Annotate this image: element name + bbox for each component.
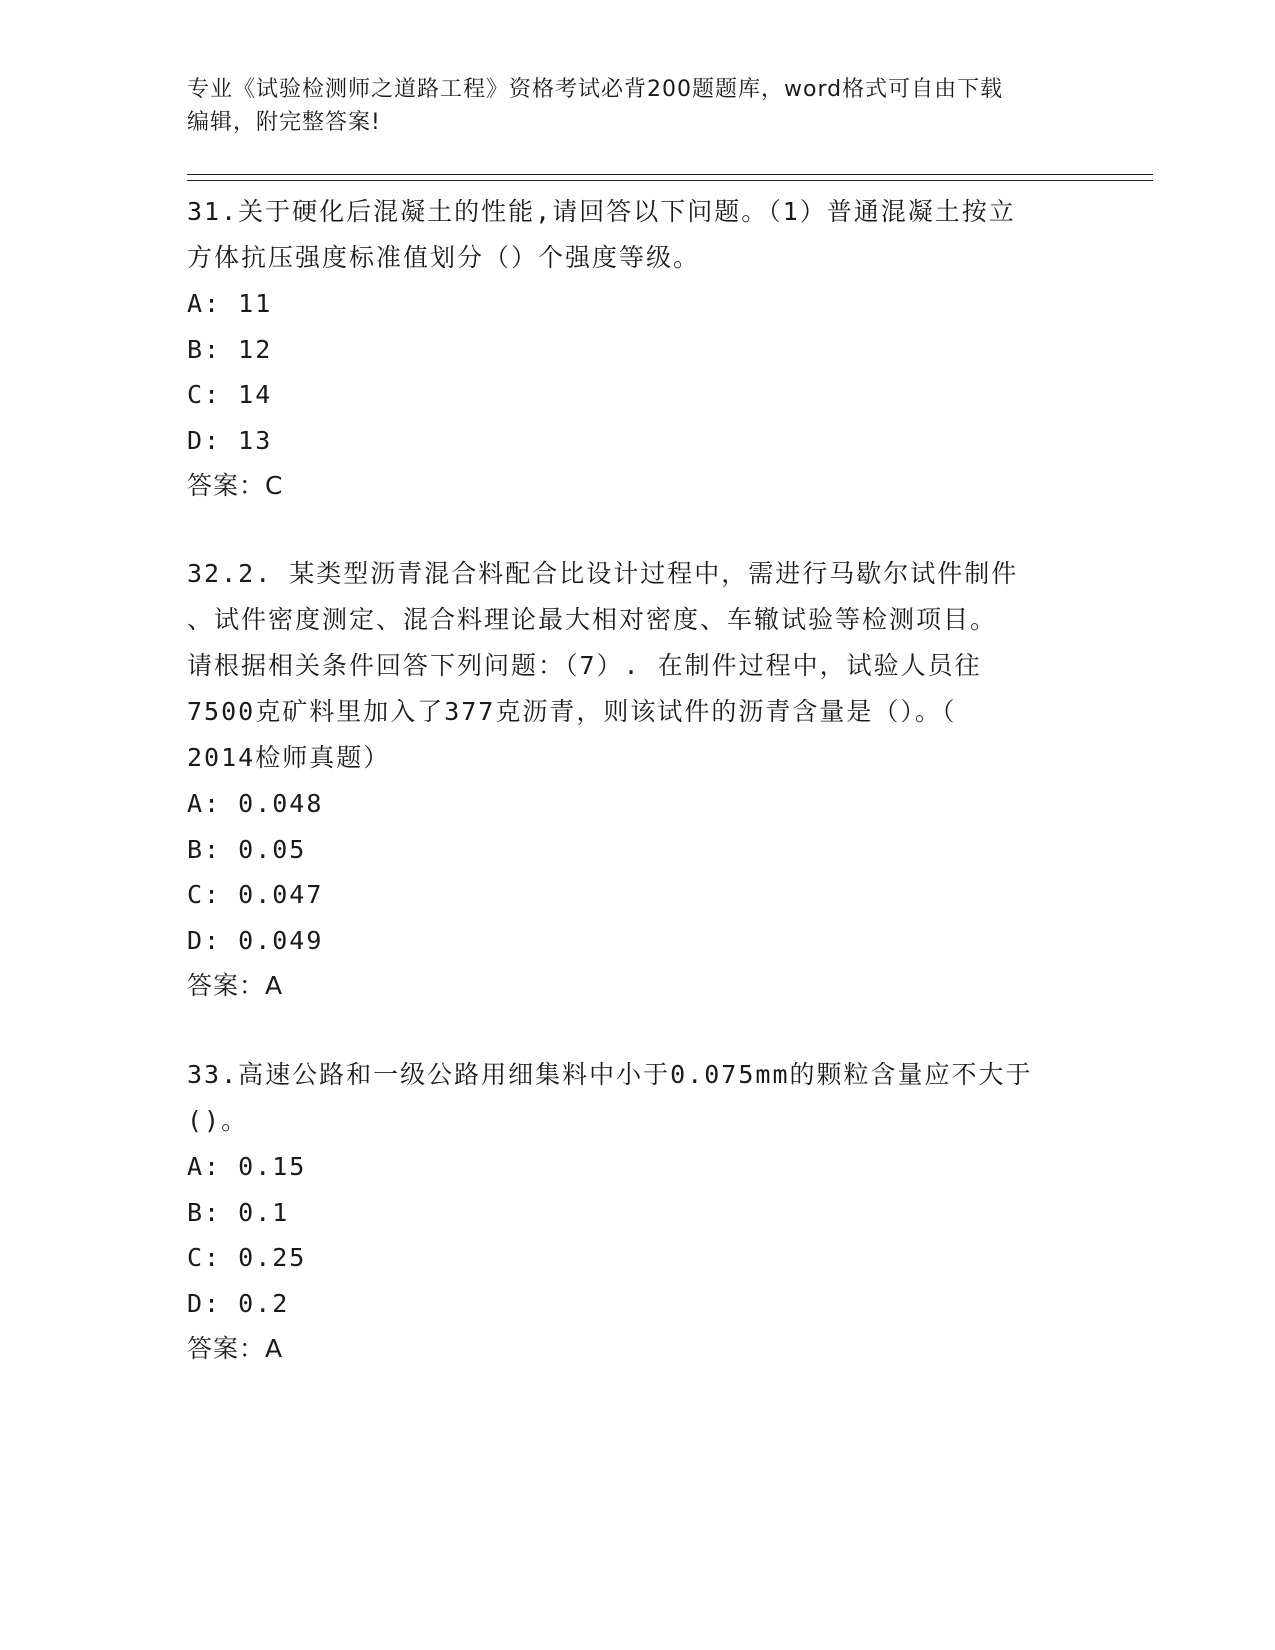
header-title-line: 专业《试验检测师之道路工程》资格考试必背200题题库，word格式可自由下载 [187, 77, 1004, 102]
question-stem: ()。 [187, 1106, 249, 1135]
question-stem: 2014检师真题） [187, 743, 391, 772]
answer-line: 答案：A [187, 1334, 284, 1363]
question-block [187, 189, 1087, 508]
option-a: A: 0.15 [187, 1152, 307, 1181]
question-stem: 7500克矿料里加入了377克沥青，则该试件的沥青含量是（）。（ [187, 697, 957, 726]
option-c: C: 14 [187, 380, 273, 409]
option-b: B: 0.1 [187, 1197, 290, 1227]
header-divider [187, 174, 1153, 175]
answer-line: 答案：C [187, 471, 284, 500]
header-divider [187, 180, 1153, 181]
question-stem: 、试件密度测定、混合料理论最大相对密度、车辙试验等检测项目。 [187, 605, 998, 634]
question-stem: 请根据相关条件回答下列问题：（7）. 在制件过程中，试验人员往 [187, 651, 982, 680]
question-block [187, 1052, 1087, 1371]
question-stem: 方体抗压强度标准值划分（）个强度等级。 [187, 243, 701, 272]
question-block [187, 551, 1087, 1008]
option-a: A: 11 [187, 289, 273, 318]
question-stem: 31.关于硬化后混凝土的性能,请回答以下问题。（1）普通混凝土按立 [187, 197, 1016, 226]
document-header [187, 73, 1087, 139]
option-d: D: 13 [187, 425, 273, 455]
option-c: C: 0.047 [187, 880, 324, 909]
option-b: B: 12 [187, 334, 273, 364]
option-d: D: 0.049 [187, 925, 324, 955]
option-a: A: 0.048 [187, 789, 324, 818]
option-d: D: 0.2 [187, 1288, 290, 1318]
answer-line: 答案：A [187, 971, 284, 1000]
option-b: B: 0.05 [187, 834, 307, 864]
option-c: C: 0.25 [187, 1243, 307, 1272]
header-title-line: 编辑，附完整答案! [187, 110, 381, 135]
question-stem: 33.高速公路和一级公路用细集料中小于0.075mm的颗粒含量应不大于 [187, 1060, 1033, 1089]
question-stem: 32.2. 某类型沥青混合料配合比设计过程中，需进行马歇尔试件制件 [187, 559, 1019, 588]
